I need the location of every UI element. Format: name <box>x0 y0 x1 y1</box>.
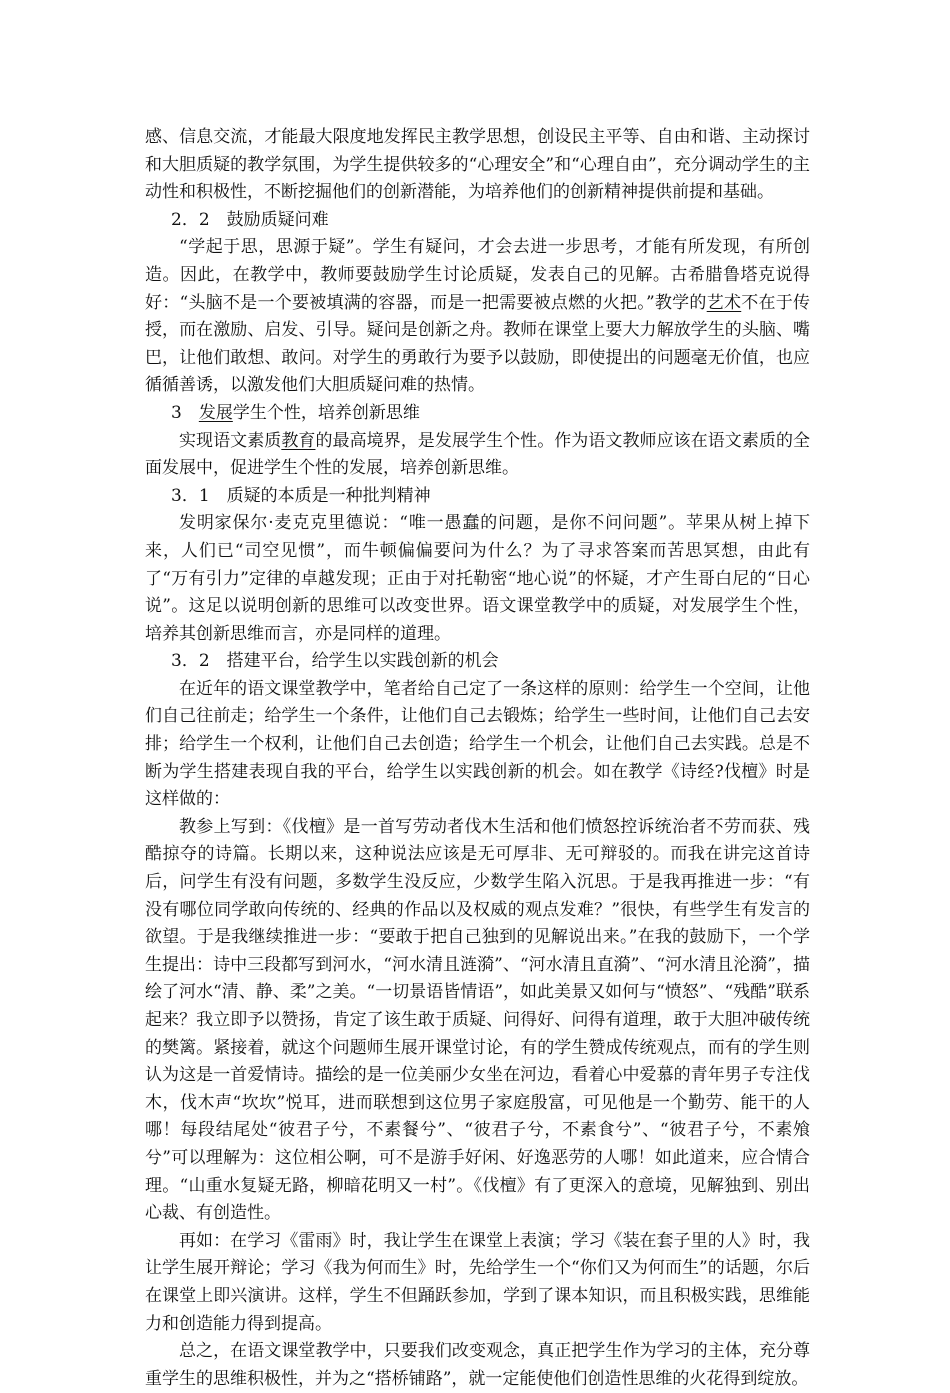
heading-3-number: 3 <box>171 402 199 423</box>
paragraph-3-2-a: 在近年的语文课堂教学中，笔者给自己定了一条这样的原则：给学生一个空间，让他们自己往前走；给学生一个条件，让他们自己去锻炼；给学生一些时间，让他们自己去安排；给学生一个权利，让他们自己去创造；给学生一个机会，让他们自己去实践。总是不断为学生搭建表现自我的平台，给学生以实践创新的机会。如在教学《诗经?伐檀》时是这样做的： <box>145 678 810 810</box>
link-development[interactable]: 发展 <box>198 402 233 423</box>
paragraph-conclusion: 总之，在语文课堂教学中，只要我们改变观念，真正把学生作为学习的主体，充分尊重学生的思维积极性，并为之“搭桥铺路”，就一定能使他们创造性思维的火花得到绽放。 <box>145 1341 810 1389</box>
paragraph-3-2-b: 教参上写到：《伐檀》是一首写劳动者伐木生活和他们愤怒控诉统治者不劳而获、残酷掠夺的诗篇。长期以来，这种说法应该是无可厚非、无可辩驳的。而我在讲完这首诗后，问学生有没有问题，多数学生没反应，少数学生陷入沉思。于是我再推进一步：“有没有哪位同学敢向传统的、经典的作品以及权威的观点发难？”很快，有些学生有发言的欲望。于是我继续推进一步：“要敢于把自己独到的见解说出来。”在我的鼓励下，一个学生提出：诗中三段都写到河水，“河水清且涟漪”、“河水清且直漪”、“河水清且沦漪”，描绘了河水“清、静、柔”之美。“一切景语皆情语”，如此美景又如何与“愤怒”、“残酷”联系起来？我立即予以赞扬，肯定了该生敢于质疑、问得好、问得有道理，敢于大胆冲破传统的樊篱。紧接着，就这个问题师生展开课堂讨论，有的学生赞成传统观点，而有的学生则认为这是一首爱情诗。描绘的是一位美丽少女坐在河边，看着心中爱慕的青年男子专注伐木，伐木声“坎坎”悦耳，进而联想到这位男子家庭殷富，可见他是一个勤劳、能干的人哪！每段结尾处“彼君子兮，不素餐兮”、“彼君子兮，不素食兮”、“彼君子兮，不素飧兮”可以理解为：这位相公啊，可不是游手好闲、好逸恶劳的人哪！如此道来，应合情合理。“山重水复疑无路，柳暗花明又一村”。《伐檀》有了更深入的意境，见解独到、别出心裁、有创造性。 <box>145 816 810 1224</box>
paragraph-intro: 感、信息交流，才能最大限度地发挥民主教学思想，创设民主平等、自由和谐、主动探讨和大胆质疑的教学氛围，为学生提供较多的“心理安全”和“心理自由”，充分调动学生的主动性和积极性，不断挖掘他们的创新潜能，为培养他们的创新精神提供前提和基础。 <box>145 127 810 203</box>
heading-3 <box>145 400 810 428</box>
heading-3-1: 3．1 质疑的本质是一种批判精神 <box>171 485 431 506</box>
paragraph-3-2-c: 再如：在学习《雷雨》时，我让学生在课堂上表演；学习《装在套子里的人》时，我让学生展开辩论；学习《我为何而生》时，先给学生一个“你们又为何而生”的话题，尔后在课堂上即兴演讲。这样，学生不但踊跃参加，学到了课本知识，而且积极实践，思维能力和创造能力得到提高。 <box>145 1230 810 1334</box>
heading-2-2: 2．2 鼓励质疑问难 <box>171 209 329 230</box>
heading-3-rest: 学生个性，培养创新思维 <box>232 402 420 423</box>
paragraph-2-2 <box>145 234 810 400</box>
paragraph-3-text-a: 实现语文素质 <box>179 430 282 451</box>
paragraph-3 <box>145 428 810 483</box>
document-body <box>145 124 810 1393</box>
link-education[interactable]: 教育 <box>281 430 316 451</box>
heading-3-2: 3．2 搭建平台，给学生以实践创新的机会 <box>171 651 499 672</box>
link-art[interactable]: 艺术 <box>706 292 742 313</box>
paragraph-3-text-b: 的最高境界，是发展学生个性。作为语文教师应该在语文素质的全面发展中，促进学生个性的发展，培养创新思维。 <box>145 430 811 479</box>
paragraph-3-1: 发明家保尔·麦克克里德说：“唯一愚蠢的问题，是你不问问题”。苹果从树上掉下来，人们已“司空见惯”，而牛顿偏偏要问为什么？为了寻求答案而苦思冥想，由此有了“万有引力”定律的卓越发现；正由于对托勒密“地心说”的怀疑，才产生哥白尼的“日心说”。这足以说明创新的思维可以改变世界。语文课堂教学中的质疑，对发展学生个性，培养其创新思维而言，亦是同样的道理。 <box>145 513 810 644</box>
paragraph-2-2-text-b: 不在于传授，而在激励、启发、引导。疑问是创新之舟。教师在课堂上要大力解放学生的头脑、嘴巴，让他们敢想、敢问。对学生的勇敢行为要予以鼓励，即使提出的问题毫无价值，也应循循善诱，以激发他们大胆质疑问难的热情。 <box>145 292 811 396</box>
paragraph-2-2-text-a: “学起于思，思源于疑”。学生有疑问，才会去进一步思考，才能有所发现，有所创造。因此，在教学中，教师要鼓励学生讨论质疑，发表自己的见解。古希腊鲁塔克说得好：“头脑不是一个要被填满的容器，而是一把需要被点燃的火把。”教学的 <box>145 237 810 313</box>
